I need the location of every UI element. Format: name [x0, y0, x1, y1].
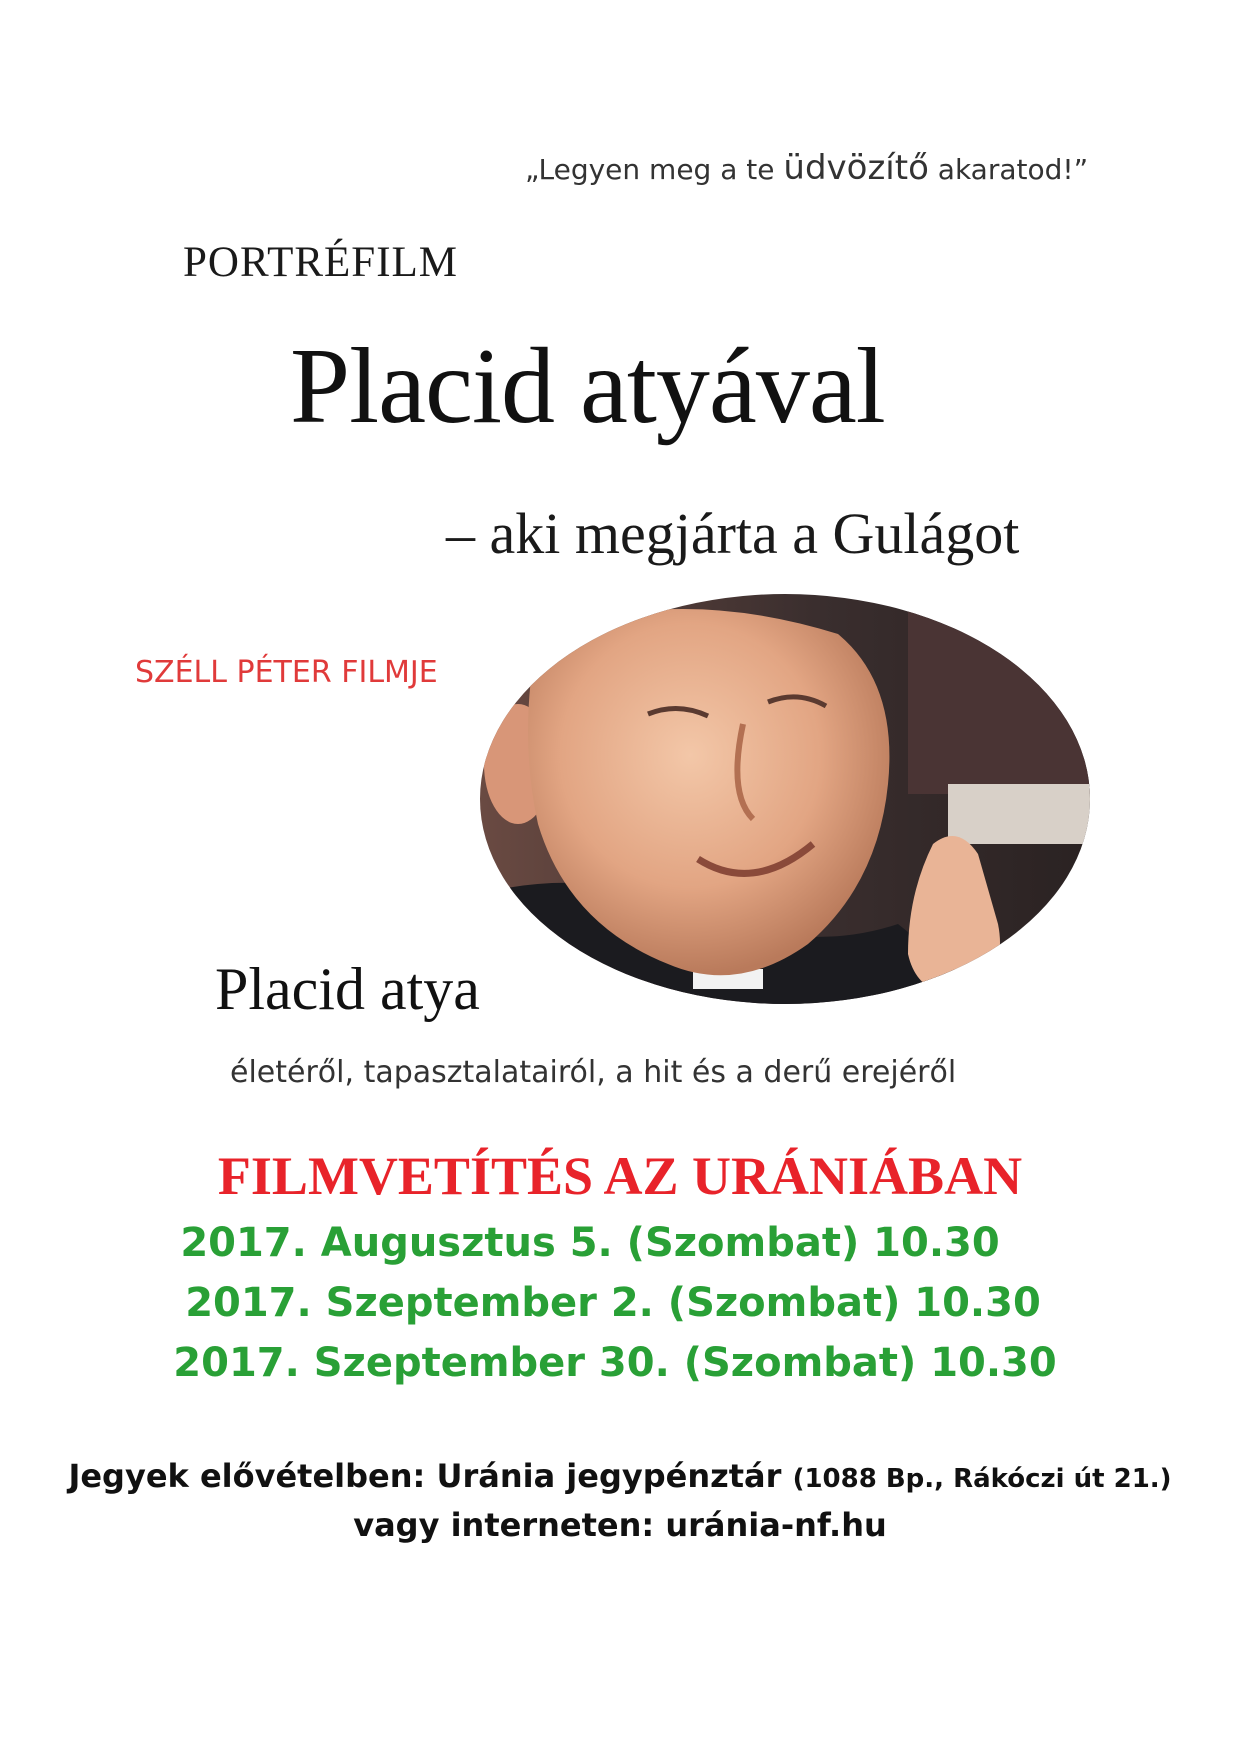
quote-line [525, 148, 1088, 188]
quote-emphasis: üdvözítő [783, 148, 929, 188]
screening-heading: FILMVETÍTÉS AZ URÁNIÁBAN [217, 1146, 1023, 1206]
screening-date: 2017. Szeptember 30. (Szombat) 10.30 [173, 1340, 1057, 1386]
film-description: életéről, tapasztalatairól, a hit és a derű erejéről [230, 1055, 957, 1090]
ticket-info [0, 1457, 1240, 1495]
quote-after: akaratod!” [928, 153, 1089, 186]
online-ticket-info: vagy interneten: uránia-nf.hu [353, 1506, 887, 1544]
film-subtitle: – aki megjárta a Gulágot [446, 501, 1020, 566]
film-title: Placid atyával [290, 327, 885, 446]
subject-name: Placid atya [215, 956, 480, 1022]
ticket-address: (1088 Bp., Rákóczi út 21.) [792, 1464, 1172, 1494]
ticket-label: Jegyek elővételben: Uránia jegypénztár [68, 1457, 782, 1495]
genre-label: PORTRÉFILM [183, 239, 459, 286]
quote-before: „Legyen meg a te [525, 153, 784, 186]
screening-date: 2017. Augusztus 5. (Szombat) 10.30 [180, 1220, 1000, 1266]
director-credit: SZÉLL PÉTER FILMJE [135, 655, 438, 690]
screening-date: 2017. Szeptember 2. (Szombat) 10.30 [185, 1280, 1041, 1326]
portrait-photo [478, 594, 1092, 1004]
